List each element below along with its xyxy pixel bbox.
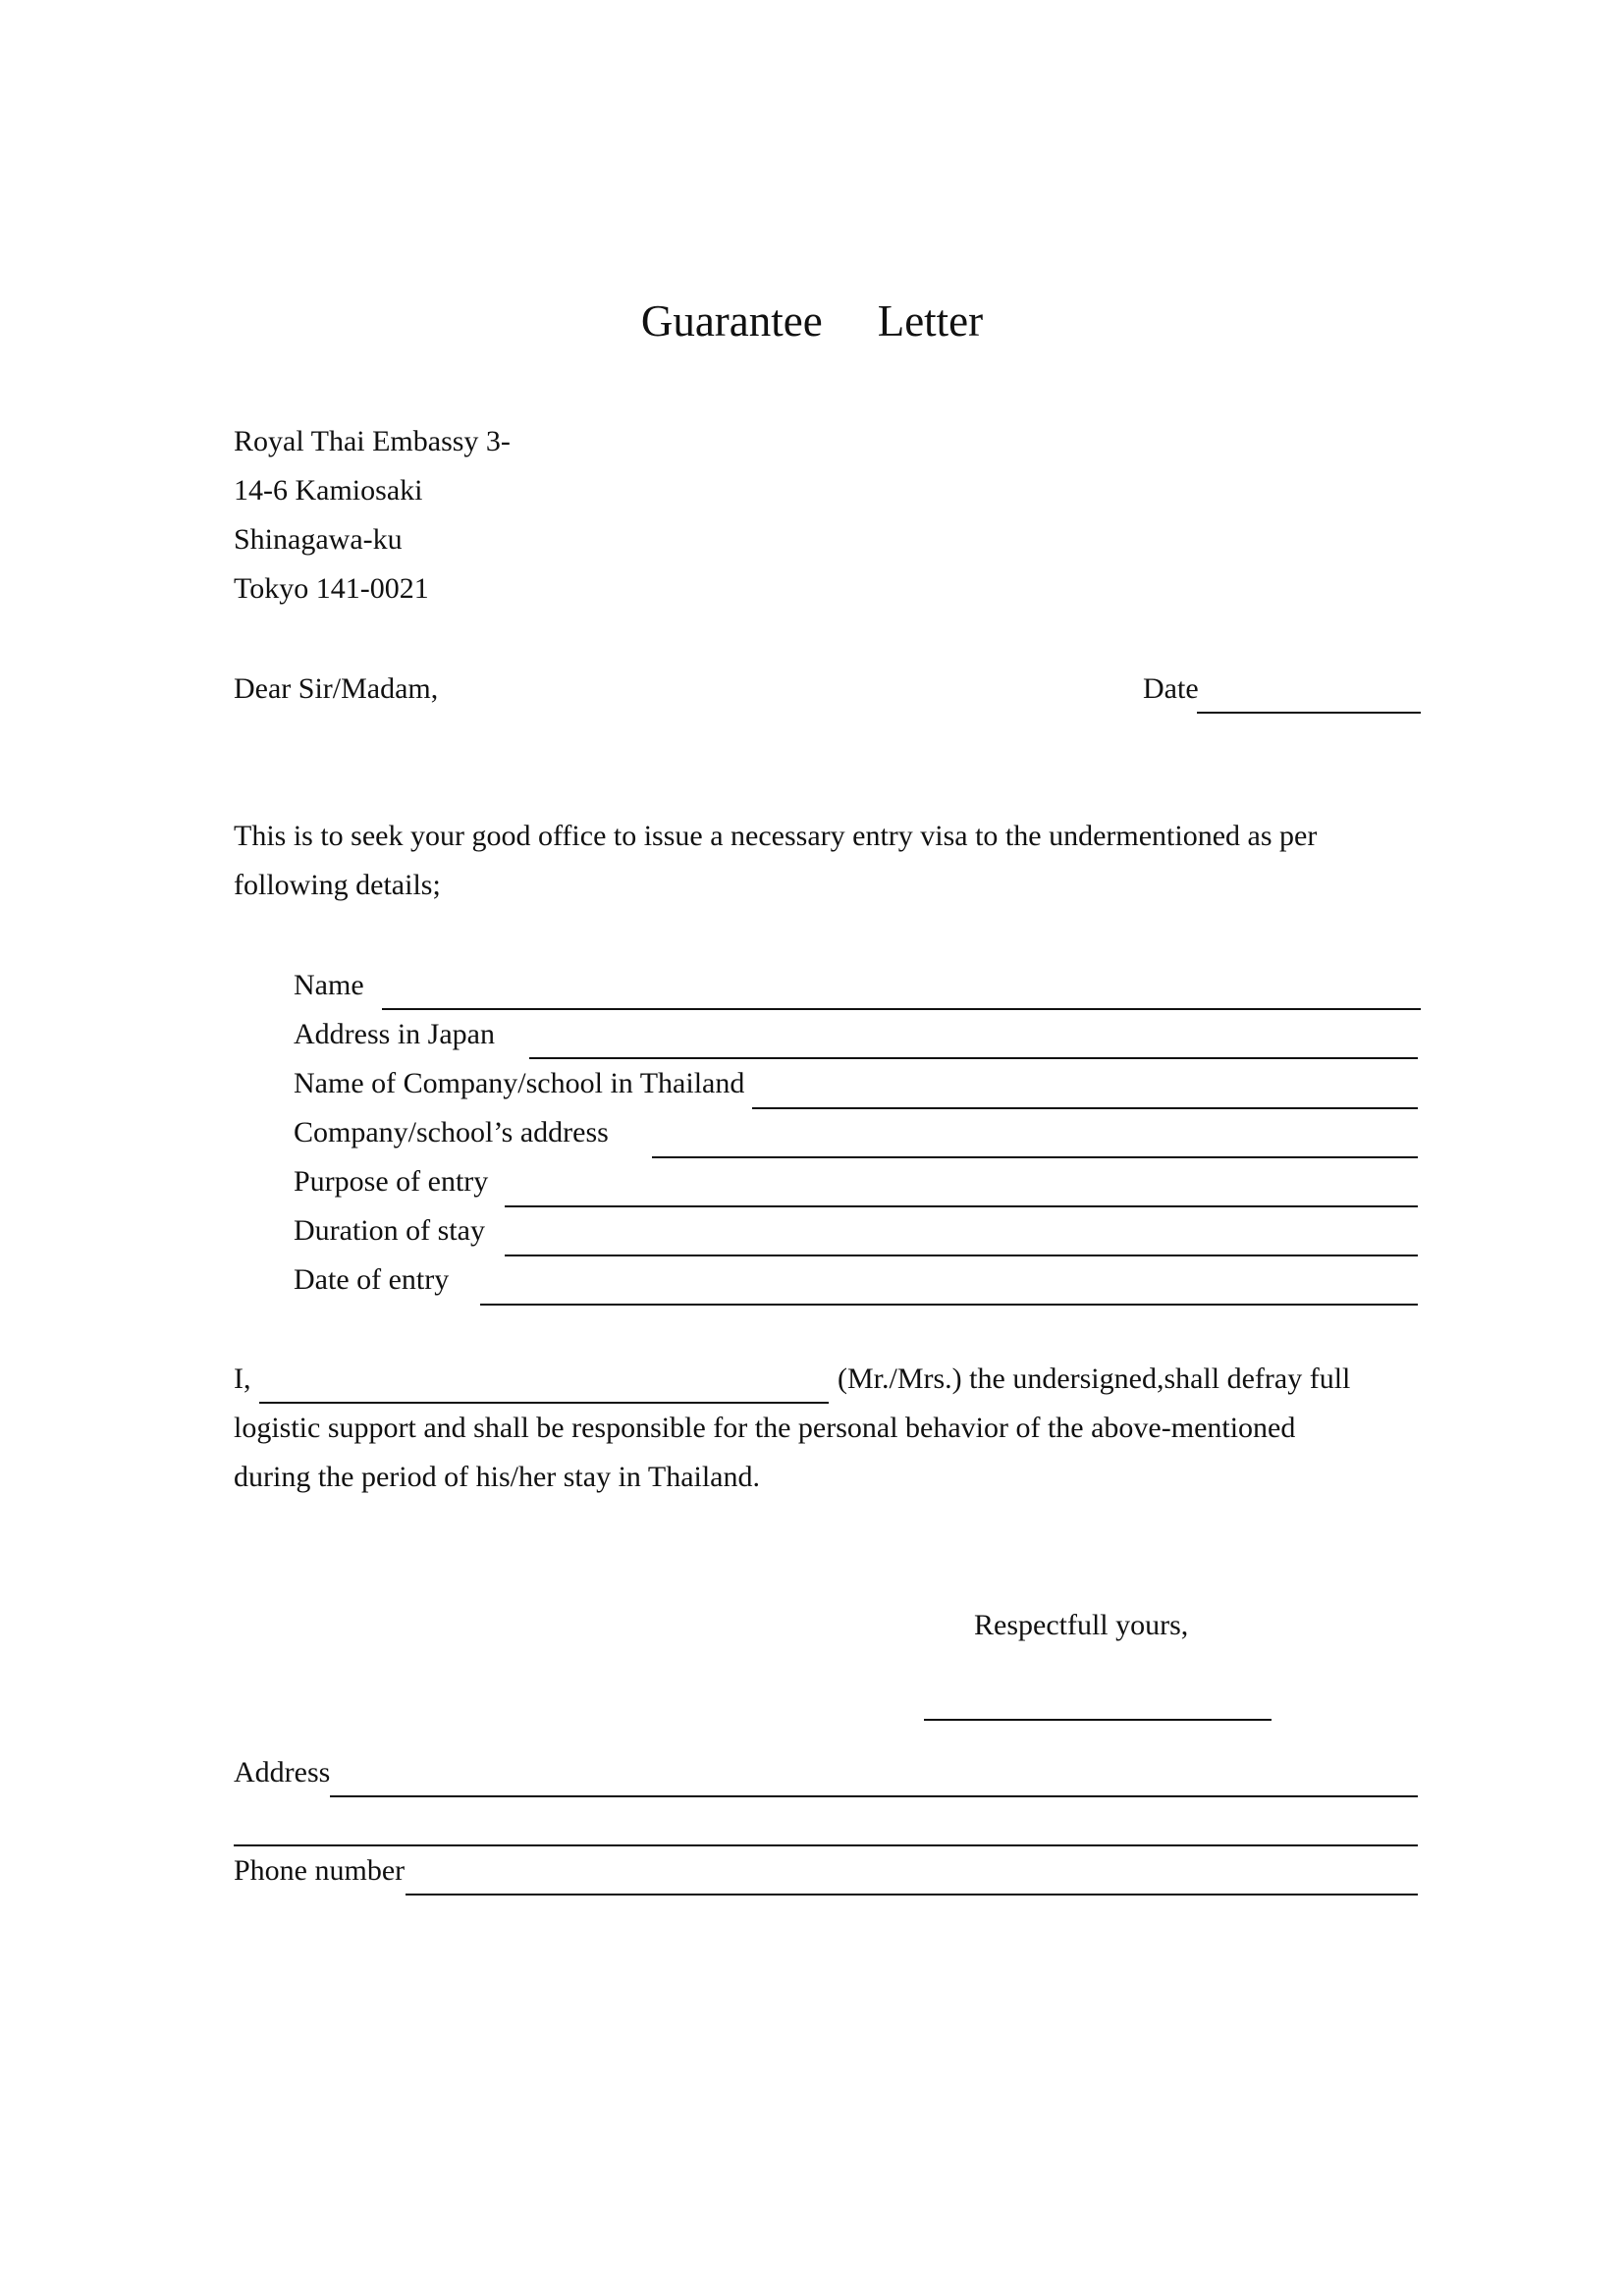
salutation: Dear Sir/Madam, <box>234 672 439 705</box>
company-address-label: Company/school’s address <box>294 1116 609 1148</box>
company-address-field[interactable] <box>652 1156 1418 1158</box>
declaration-prefix: I, <box>234 1362 251 1395</box>
company-name-label: Name of Company/school in Thailand <box>294 1067 745 1099</box>
date-entry-field[interactable] <box>480 1304 1418 1306</box>
name-field[interactable] <box>382 1008 1421 1010</box>
closing: Respectfull yours, <box>974 1609 1189 1641</box>
company-name-field[interactable] <box>752 1107 1418 1109</box>
title-word-2: Letter <box>877 296 984 346</box>
purpose-field[interactable] <box>505 1205 1418 1207</box>
footer-address-label: Address <box>234 1756 331 1789</box>
date-entry-label: Date of entry <box>294 1263 450 1296</box>
intro-line-1: This is to seek your good office to issue a necessary entry visa to the undermentioned as per <box>234 820 1318 852</box>
duration-label: Duration of stay <box>294 1214 485 1247</box>
recipient-line-3: Shinagawa-ku <box>234 523 403 556</box>
phone-label: Phone number <box>234 1854 406 1887</box>
guarantor-name-field[interactable] <box>259 1402 829 1404</box>
address-japan-label: Address in Japan <box>294 1018 495 1050</box>
duration-field[interactable] <box>505 1255 1418 1256</box>
declaration-line-1-tail: (Mr./Mrs.) the undersigned,shall defray full <box>838 1362 1351 1395</box>
date-field[interactable] <box>1197 712 1421 714</box>
address-japan-field[interactable] <box>529 1057 1418 1059</box>
intro-line-2: following details; <box>234 869 441 901</box>
footer-address-field-line-2[interactable] <box>234 1844 1418 1846</box>
name-label: Name <box>294 969 364 1001</box>
signature-field[interactable] <box>924 1719 1272 1721</box>
declaration-line-2: logistic support and shall be responsible for the personal behavior of the above-mentioned <box>234 1412 1296 1444</box>
recipient-line-1: Royal Thai Embassy 3- <box>234 425 511 457</box>
date-label: Date <box>1143 672 1199 705</box>
footer-address-field[interactable] <box>330 1795 1418 1797</box>
declaration-line-3: during the period of his/her stay in Thailand. <box>234 1461 761 1493</box>
recipient-line-4: Tokyo 141-0021 <box>234 572 429 605</box>
letter-title <box>0 294 1624 347</box>
phone-field[interactable] <box>406 1894 1418 1896</box>
purpose-label: Purpose of entry <box>294 1165 489 1198</box>
title-word-1: Guarantee <box>640 296 823 346</box>
recipient-line-2: 14-6 Kamiosaki <box>234 474 423 507</box>
